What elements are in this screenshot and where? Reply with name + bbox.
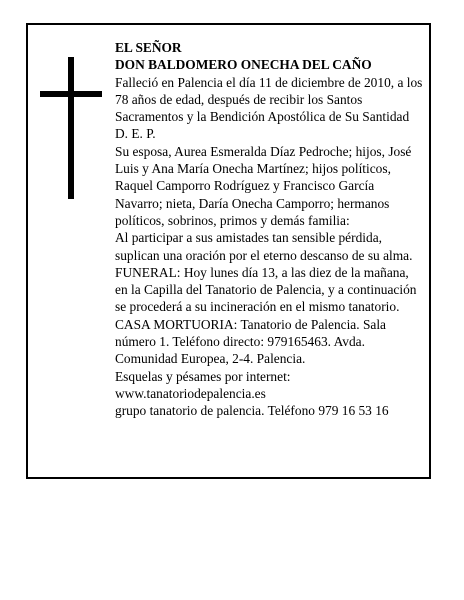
funeral-info: FUNERAL: Hoy lunes día 13, a las diez de la mañana, en la Capilla del Tanatorio de Palencia, y a continuación se procederá a su incineración en el mismo tanatorio.	[115, 264, 417, 315]
cross-icon	[40, 57, 108, 199]
death-info: Falleció en Palencia el día 11 de diciembre de 2010, a los 78 años de edad, después de recibir los Santos Sacramentos y la Bendición Apostólica de Su Santidad D. E. P.	[115, 74, 423, 142]
family-list: Su esposa, Aurea Esmeralda Díaz Pedroche; hijos, José Luis y Ana María Onecha Martínez; hijos políticos, Raquel Camporro Rodríguez y Francisco García Navarro; nieta, Daría Onecha Camporro; hermanos políticos, sobrinos, primos y demás familia:	[115, 143, 412, 228]
obituary-notice	[26, 23, 431, 479]
notice-header: EL SEÑOR	[115, 40, 182, 55]
website-link[interactable]: www.tanatoriodepalencia.es	[115, 385, 266, 401]
cross-vertical-bar	[68, 57, 74, 199]
prayer-request: Al participar a sus amistades tan sensible pérdida, suplican una oración por el eterno descanso de su alma.	[115, 230, 413, 263]
internet-label: Esquelas y pésames por internet:	[115, 368, 291, 384]
group-phone: grupo tanatorio de palencia. Teléfono 979 16 53 16	[115, 403, 389, 419]
notice-text	[115, 39, 423, 420]
mortuary-info: CASA MORTUORIA: Tanatorio de Palencia. Sala número 1. Teléfono directo: 979165463. Avda. Comunidad Europea, 2-4. Palencia.	[115, 316, 386, 367]
deceased-name: DON BALDOMERO ONECHA DEL CAÑO	[115, 57, 372, 73]
cross-horizontal-bar	[40, 91, 102, 97]
